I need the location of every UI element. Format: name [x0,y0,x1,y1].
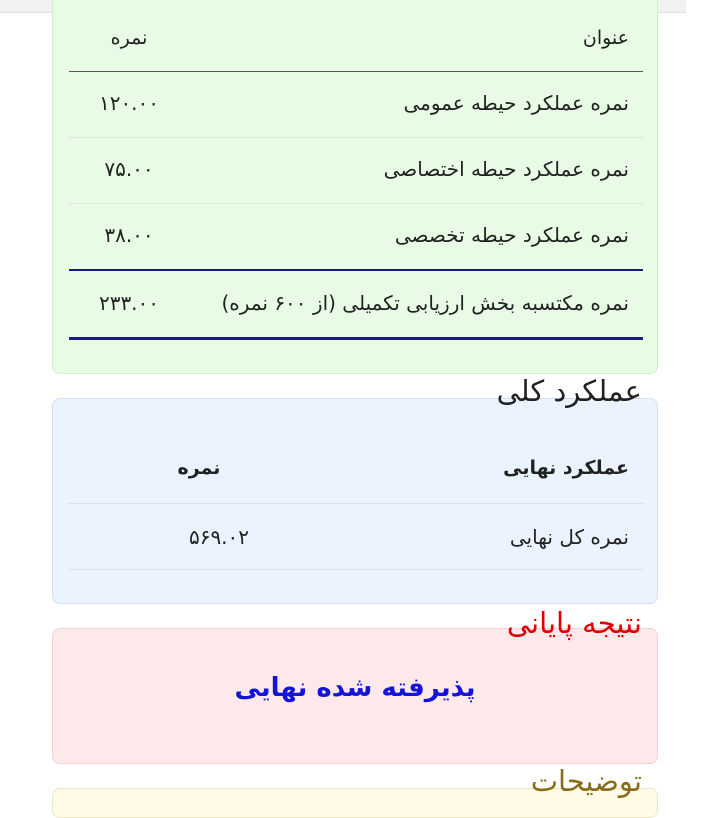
column-score: نمره [177,457,221,479]
overall-table-header [69,455,643,504]
column-score: نمره [110,27,148,49]
final-result-card [52,628,658,764]
table-row [69,71,643,138]
row-score: ۵۶۹.۰۲ [188,525,250,549]
final-result-section-title: نتیجه پایانی [506,606,642,640]
total-row [69,271,643,340]
column-title: عنوان [582,27,629,49]
overall-section-title: عملکرد کلی [496,374,642,408]
row-score: ۱۲۰.۰۰ [98,91,160,115]
row-title: نمره عملکرد حیطه اختصاصی [383,157,629,181]
row-score: ۷۵.۰۰ [104,157,154,181]
total-score: ۲۳۳.۰۰ [98,291,160,315]
table-row [69,203,643,271]
row-score: ۳۸.۰۰ [104,223,154,247]
row-title: نمره عملکرد حیطه تخصصی [394,223,629,247]
final-status: پذیرفته شده نهایی [234,673,476,703]
table-row [69,505,643,570]
performance-card [52,0,658,374]
notes-section-title: توضیحات [530,764,642,798]
row-title: نمره عملکرد حیطه عمومی [403,91,629,115]
column-final-performance: عملکرد نهایی [503,457,629,479]
table-header [69,11,643,72]
overall-card [52,398,658,604]
total-title: نمره مکتسبه بخش ارزیابی تکمیلی (از ۶۰۰ نمره) [221,291,629,315]
table-row [69,137,643,204]
row-title: نمره کل نهایی [509,525,629,549]
